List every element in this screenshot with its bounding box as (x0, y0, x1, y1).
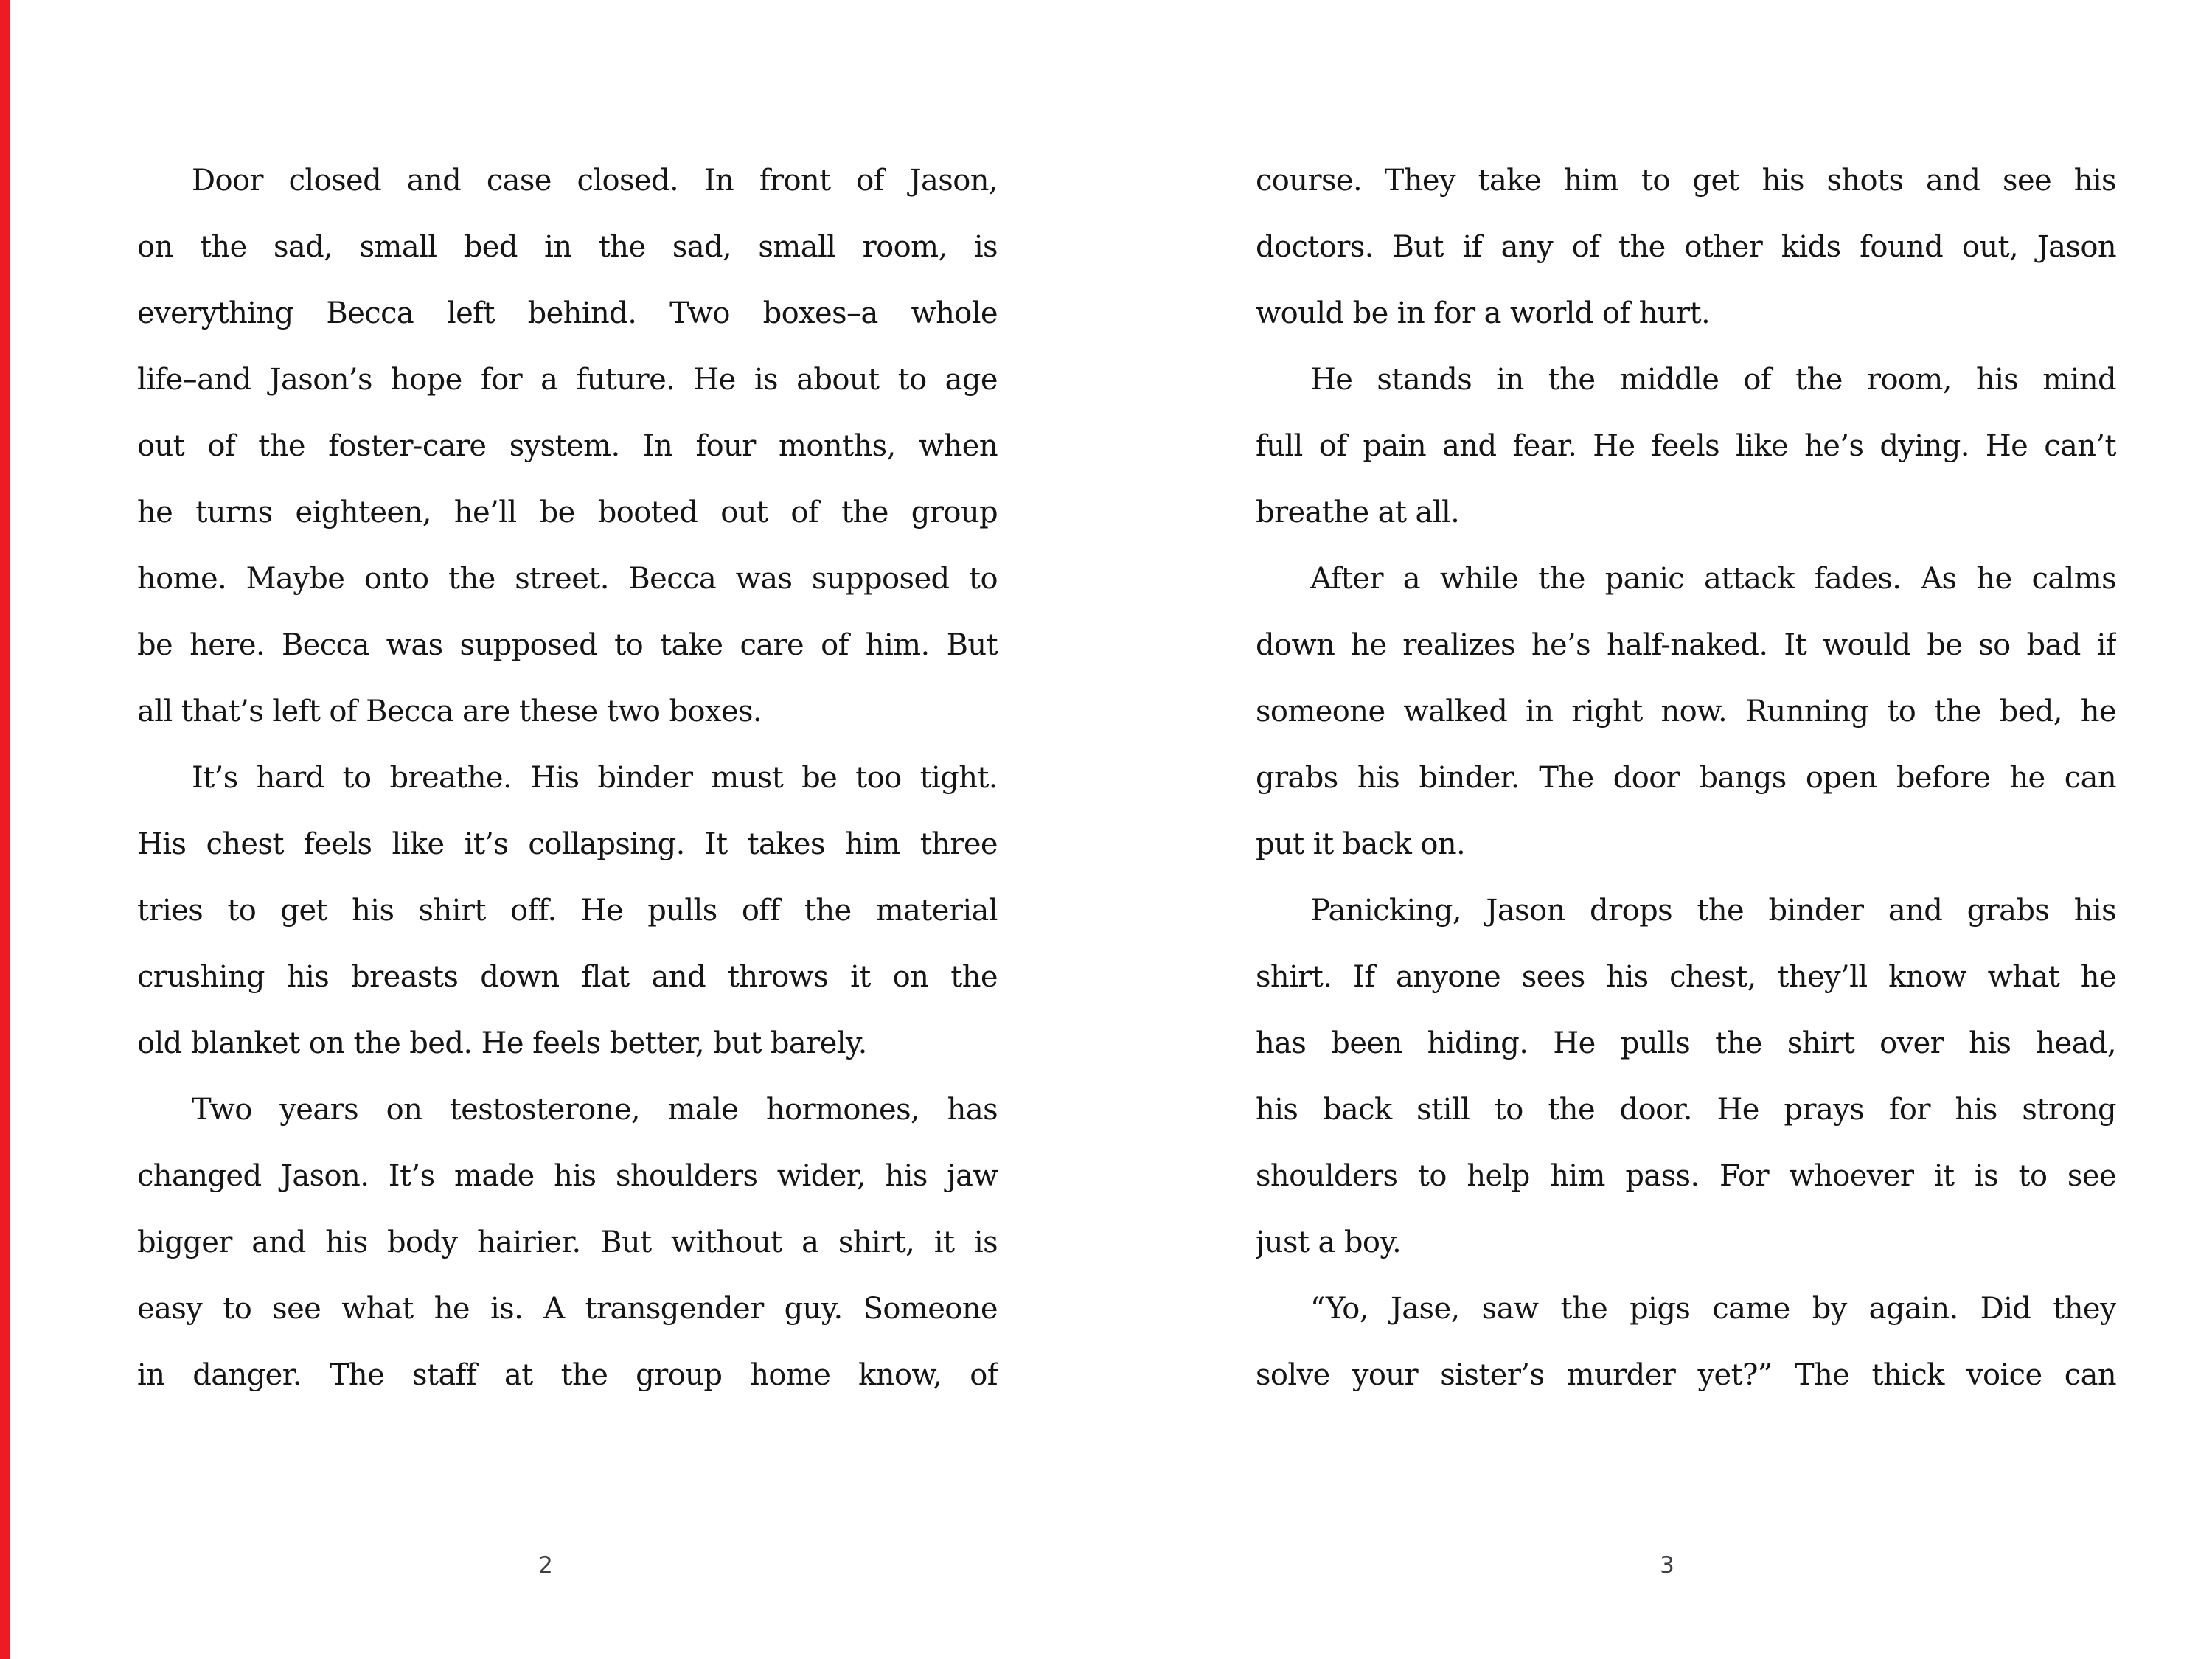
text-line: put it back on. (1256, 827, 1466, 861)
text-line: down he realizes he’s half-naked. It would be so bad if (1256, 628, 2116, 662)
text-line: breathe at all. (1256, 495, 1460, 529)
page-left-text (137, 147, 998, 1408)
text-line: would be in for a world of hurt. (1256, 296, 1711, 330)
text-line: tries to get his shirt off. He pulls off the material (137, 894, 998, 928)
text-line: grabs his binder. The door bangs open before he can (1256, 761, 2116, 795)
text-line: bigger and his body hairier. But without a shirt, it is (137, 1225, 998, 1259)
text-line: changed Jason. It’s made his shoulders wider, his jaw (137, 1159, 998, 1193)
text-line: Door closed and case closed. In front of Jason, (192, 164, 998, 198)
text-line: crushing his breasts down flat and throws it on the (137, 960, 998, 994)
text-line: solve your sister’s murder yet?” The thick voice can (1256, 1358, 2116, 1392)
text-line: life–and Jason’s hope for a future. He is about to age (137, 363, 998, 397)
text-line: he turns eighteen, he’ll be booted out of the group (137, 495, 998, 529)
text-line: Two years on testosterone, male hormones, has (192, 1093, 998, 1127)
text-line: His chest feels like it’s collapsing. It takes him three (137, 827, 998, 861)
page-number-left: 2 (538, 1552, 553, 1579)
text-line: shirt. If anyone sees his chest, they’ll know what he (1256, 960, 2116, 994)
text-line: home. Maybe onto the street. Becca was supposed to (137, 562, 998, 596)
text-line: on the sad, small bed in the sad, small room, is (137, 230, 998, 264)
text-line: course. They take him to get his shots and see his (1256, 164, 2116, 198)
text-line: shoulders to help him pass. For whoever it is to see (1256, 1159, 2116, 1193)
text-line: everything Becca left behind. Two boxes–a whole (137, 296, 998, 330)
text-line: out of the foster-care system. In four months, when (137, 429, 998, 463)
text-line: After a while the panic attack fades. As he calms (1310, 562, 2116, 596)
text-line: It’s hard to breathe. His binder must be too tight. (192, 761, 998, 795)
text-line: easy to see what he is. A transgender guy. Someone (137, 1292, 998, 1326)
text-line: old blanket on the bed. He feels better, but barely. (137, 1026, 867, 1060)
text-line: Panicking, Jason drops the binder and grabs his (1310, 894, 2116, 928)
text-line: He stands in the middle of the room, his mind (1310, 363, 2116, 397)
book-edge-accent-strip (0, 0, 10, 1659)
text-line: doctors. But if any of the other kids found out, Jason (1256, 230, 2116, 264)
text-line: in danger. The staff at the group home know, of (137, 1358, 998, 1392)
page-number-right: 3 (1660, 1552, 1674, 1579)
text-line: just a boy. (1256, 1225, 1402, 1259)
text-line: all that’s left of Becca are these two boxes. (137, 695, 762, 728)
text-line: someone walked in right now. Running to the bed, he (1256, 695, 2116, 728)
text-line: has been hiding. He pulls the shirt over his head, (1256, 1026, 2116, 1060)
text-line: full of pain and fear. He feels like he’s dying. He can’t (1256, 429, 2116, 463)
text-line: “Yo, Jase, saw the pigs came by again. Did they (1310, 1292, 2116, 1326)
text-line: be here. Becca was supposed to take care of him. But (137, 628, 998, 662)
page-right-text (1256, 147, 2116, 1408)
text-line: his back still to the door. He prays for his strong (1256, 1093, 2116, 1127)
